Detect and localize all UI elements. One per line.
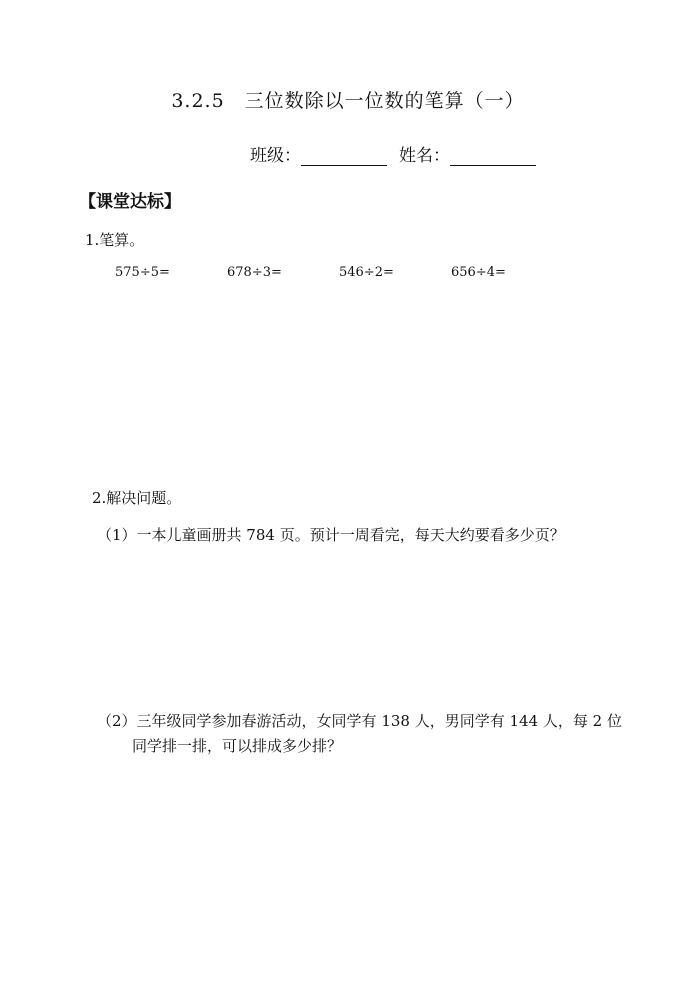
section-heading: 【课堂达标】	[79, 192, 181, 212]
calc-item: 575÷5=	[115, 265, 170, 280]
name-label: 姓名：	[399, 146, 450, 166]
question-2-sub-2-line-2: 同学排一排，可以排成多少排？	[132, 737, 343, 755]
page-title: 3.2.5 三位数除以一位数的笔算（一）	[171, 90, 525, 112]
name-blank[interactable]	[450, 147, 536, 166]
calc-item: 656÷4=	[451, 265, 506, 280]
question-2-sub-2-line-1: （2）三年级同学参加春游活动，女同学有 138 人，男同学有 144 人，每 2 位	[97, 712, 622, 730]
question-1-label: 1.笔算。	[85, 231, 145, 249]
calc-item: 546÷2=	[339, 265, 394, 280]
class-blank[interactable]	[301, 147, 387, 166]
student-info	[250, 141, 548, 166]
calc-item: 678÷3=	[227, 265, 282, 280]
question-2-sub-1: （1）一本儿童画册共 784 页。预计一周看完，每天大约要看多少页？	[97, 526, 565, 544]
class-label: 班级：	[250, 146, 301, 166]
question-2-label: 2.解决问题。	[92, 489, 182, 507]
